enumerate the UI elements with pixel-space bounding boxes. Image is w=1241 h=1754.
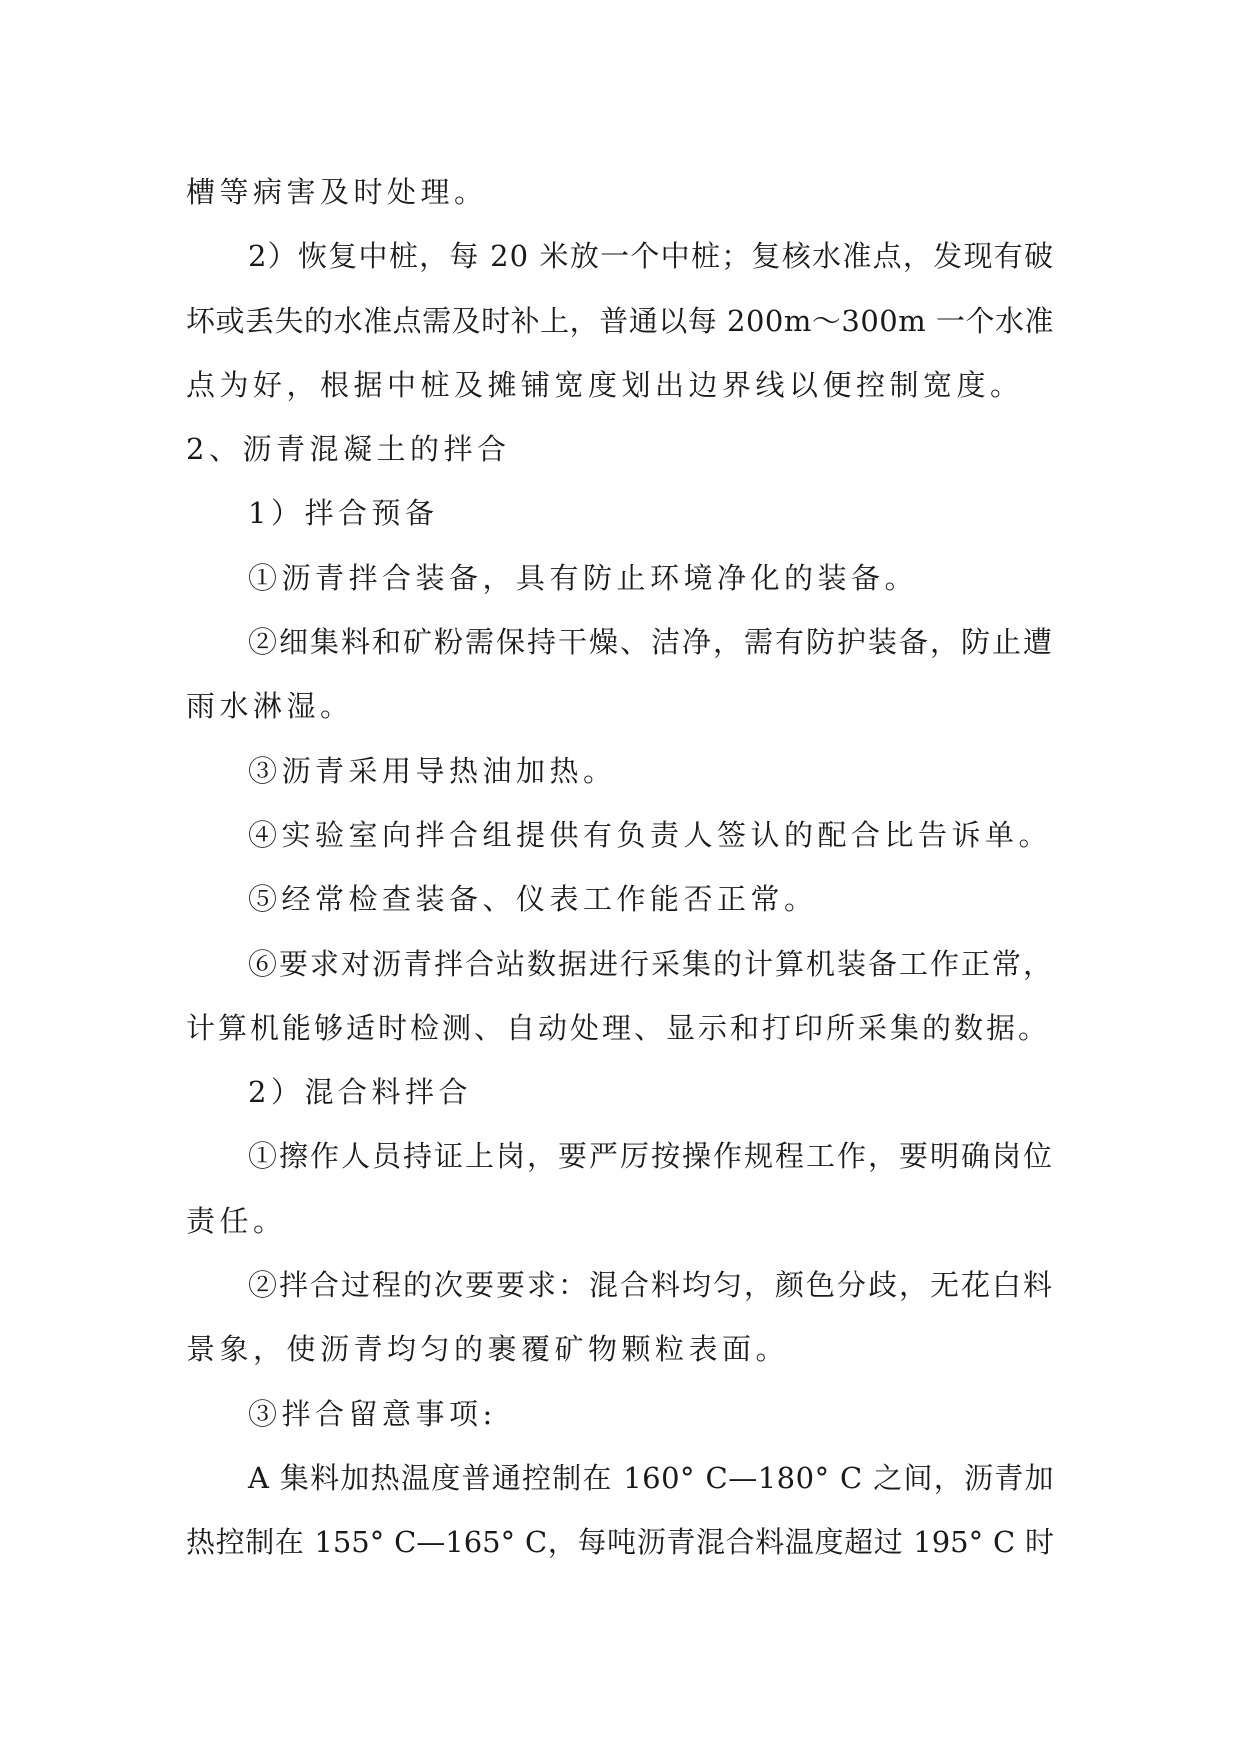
section-heading: 2、沥青混凝土的拌合 xyxy=(186,432,511,467)
text-line-21: A 集料加热温度普通控制在 160° C—180° C 之间，沥青加 xyxy=(248,1460,1054,1495)
text-line-2: 2）恢复中桩，每 20 米放一个中桩；复核水准点，发现有破 xyxy=(248,239,1054,274)
subsection-heading-2: 2）混合料拌合 xyxy=(248,1075,472,1110)
text-line-16: ①擦作人员持证上岗，要严厉按操作规程工作，要明确岗位 xyxy=(248,1139,1055,1174)
text-line-17: 责任。 xyxy=(186,1203,287,1238)
text-line-3: 坏或丢失的水准点需及时补上，普通以每 200m～300m 一个水准 xyxy=(186,303,1054,338)
text-line-18: ②拌合过程的次要要求：混合料均匀，颜色分歧，无花白料 xyxy=(248,1268,1055,1303)
text-line-10: ③沥青采用导热油加热。 xyxy=(248,753,617,788)
text-line-20: ③拌合留意事项: xyxy=(248,1396,497,1431)
text-line-12: ⑤经常检查装备、仪表工作能否正常。 xyxy=(248,882,818,917)
text-line-19: 景象，使沥青均匀的裹覆矿物颗粒表面。 xyxy=(186,1332,790,1367)
text-line-11: ④实验室向拌合组提供有负责人签认的配合比告诉单。 xyxy=(248,817,1053,852)
text-line-7: ①沥青拌合装备，具有防止环境净化的装备。 xyxy=(248,560,919,595)
document-body xyxy=(186,160,1054,1575)
text-line-4: 点为好，根据中桩及摊铺宽度划出边界线以便控制宽度。 xyxy=(186,367,1024,402)
text-line-8: ②细集料和矿粉需保持干燥、洁净，需有防护装备，防止遭 xyxy=(248,625,1055,660)
text-line-1: 槽等病害及时处理。 xyxy=(186,175,488,209)
text-line-14: 计算机能够适时检测、自动处理、显示和打印所采集的数据。 xyxy=(186,1010,1051,1045)
text-line-9: 雨水淋湿。 xyxy=(186,689,354,724)
text-line-22: 热控制在 155° C—165° C，每吨沥青混合料温度超过 195° C 时 xyxy=(186,1525,1054,1560)
text-line-13: ⑥要求对沥青拌合站数据进行采集的计算机装备工作正常， xyxy=(248,946,1055,981)
subsection-heading-1: 1）拌合预备 xyxy=(248,496,439,531)
